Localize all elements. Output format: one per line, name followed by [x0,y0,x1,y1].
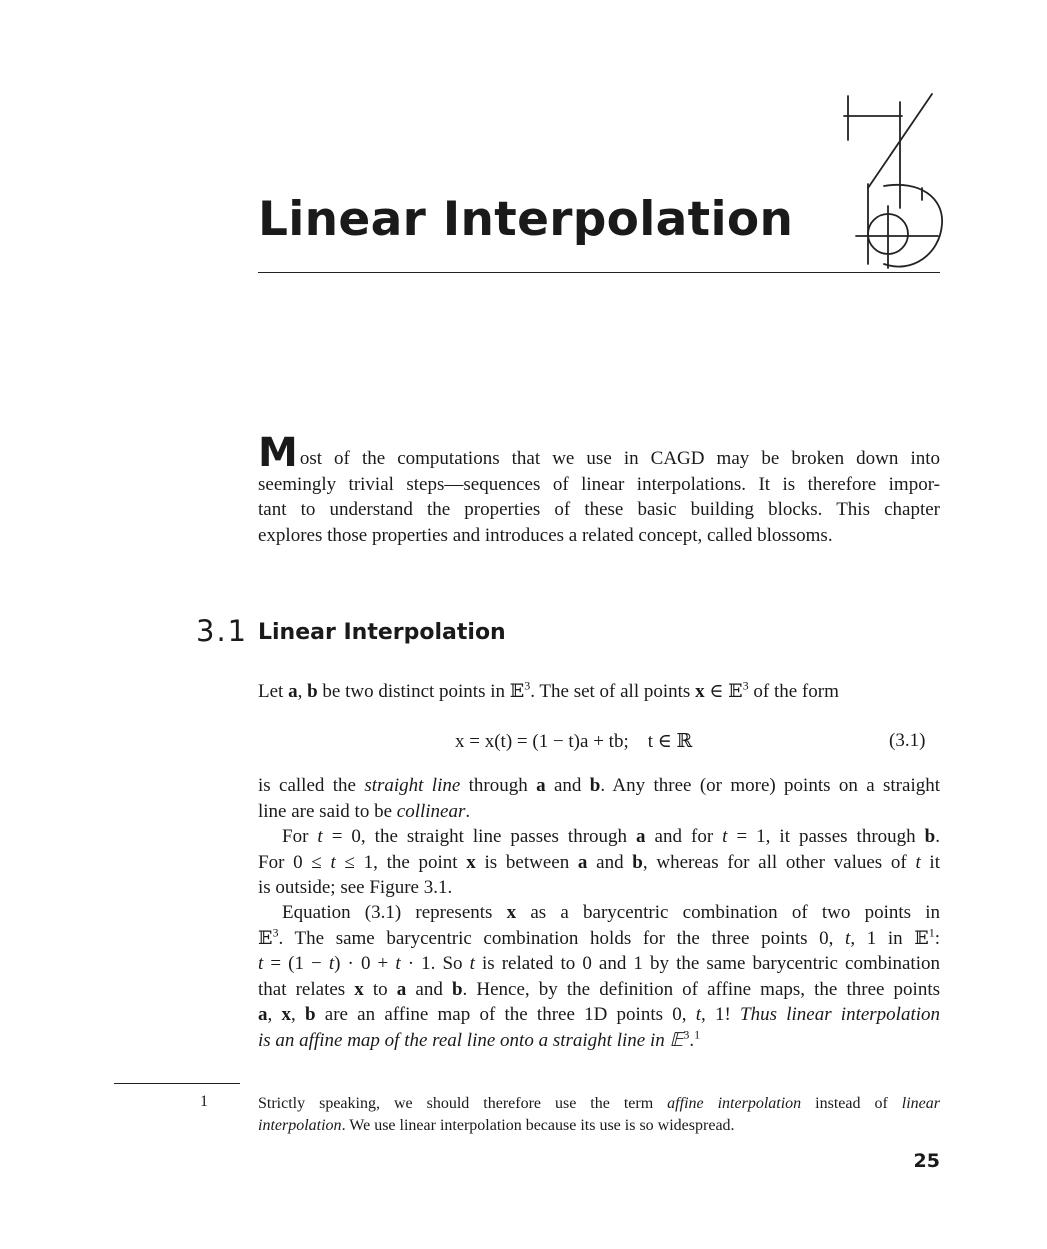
chapter-title: Linear Interpolation [258,192,794,247]
text-line: Let a, b be two distinct points in 𝔼$^3$. The set of all points x ∈ 𝔼$^3$ of the form [258,678,839,702]
body-paragraph-3 [258,824,940,901]
footnote-line: Strictly speaking, we should therefore use the term affine interpolation instead of linear [258,1095,940,1112]
chapter-3-drafting-numeral-icon [838,88,946,278]
intro-line: seemingly trivial steps—sequences of linear interpolations. It is therefore impor- [258,473,940,495]
text-line: For 0 ≤ t ≤ 1, the point x is between a and b, whereas for all other values of t it [258,851,940,873]
footnote-rule [114,1083,240,1084]
text-line: For t = 0, the straight line passes through a and for t = 1, it passes through b. [282,826,940,847]
chapter-title-rule [258,272,940,273]
body-paragraph-1 [258,679,940,705]
section-title: Linear Interpolation [258,620,506,645]
footnote-mark: 1 [200,1093,208,1110]
text-line: t = (1 − t) · 0 + t · 1. So t is related to 0 and 1 by the same barycentric combination [258,953,940,975]
intro-paragraph [258,430,940,548]
footnote-reference: 1 [694,1027,701,1042]
equation-3-1: x = x(t) = (1 − t)a + tb; t ∈ ℝ [455,731,693,752]
text-line: line are said to be collinear. [258,800,471,822]
footnote-line: interpolation. We use linear interpolation because its use is so widespread. [258,1117,735,1134]
body-paragraph-4 [258,900,940,1054]
intro-line: explores those properties and introduces a related concept, called blossoms. [258,524,833,546]
drop-cap: M [258,430,298,476]
text-line: is called the straight line through a and b. Any three (or more) points on a straight [258,775,941,796]
page-number: 25 [913,1150,940,1172]
body-paragraph-2 [258,773,940,824]
text-line: that relates x to a and b. Hence, by the definition of affine maps, the three points [258,978,940,1000]
text-line: is outside; see Figure 3.1. [258,877,453,899]
intro-line: tant to understand the properties of these basic building blocks. This chapter [258,499,940,521]
text-line: a, x, b are an affine map of the three 1D points 0, t, 1! Thus linear interpolation [258,1004,941,1026]
text-line: 𝔼$^3$. The same barycentric combination holds for the three points 0, t, 1 in 𝔼$^1$: [258,925,941,949]
intro-first-line: Most of the computations that we use in CAGD may be broken down into [258,430,940,476]
equation-label: (3.1) [889,730,926,751]
section-number: 3.1 [196,614,249,648]
text-line: Equation (3.1) represents x as a barycentric combination of two points in [282,902,940,923]
footnote [258,1093,940,1137]
text-line: is an affine map of the real line onto a straight line in 𝔼$^3$.$^1$ [258,1027,701,1051]
